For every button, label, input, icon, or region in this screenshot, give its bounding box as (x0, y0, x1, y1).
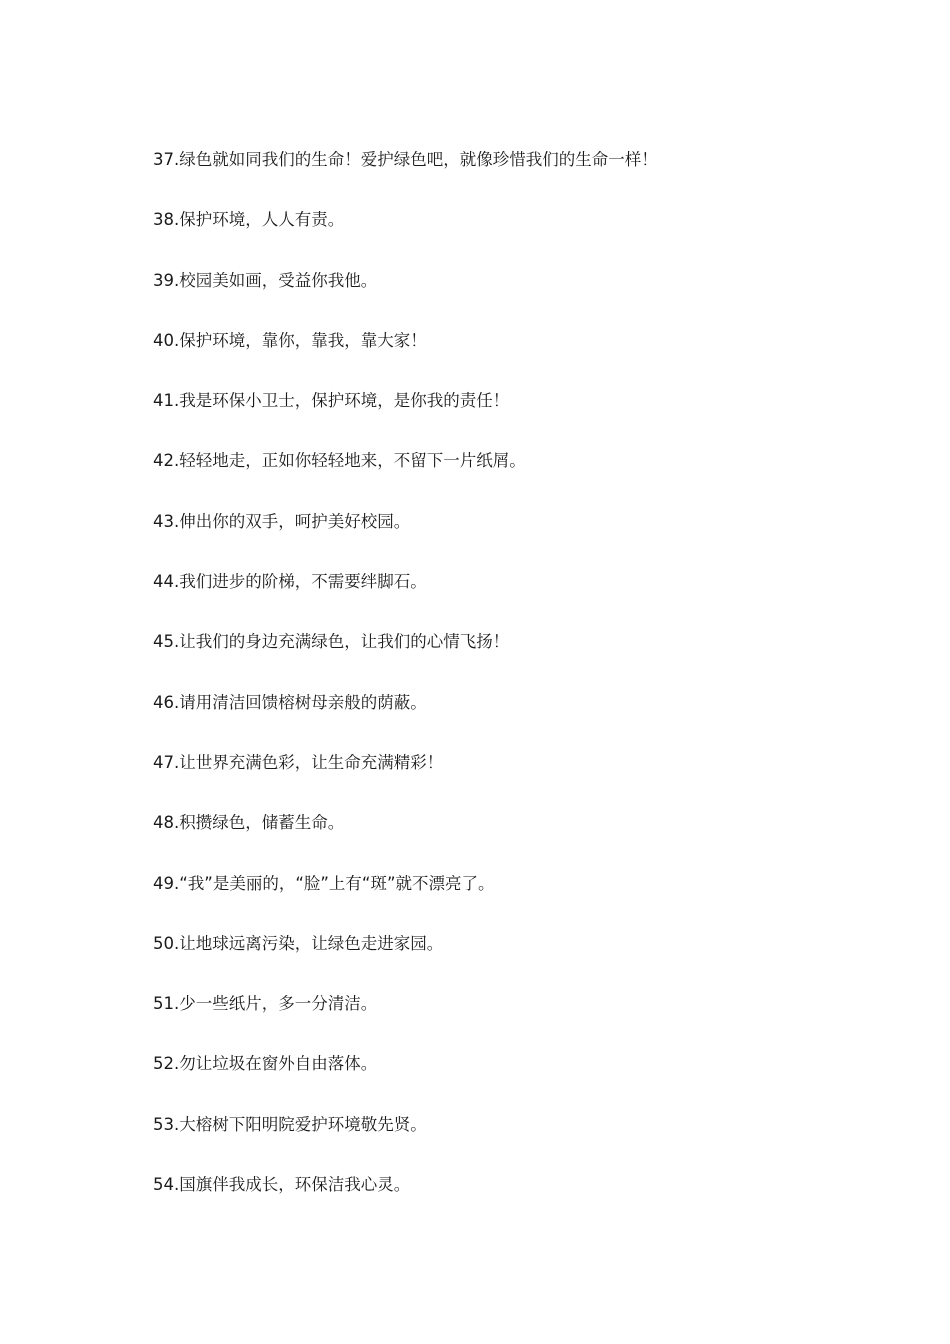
list-item: 47.让世界充满色彩，让生命充满精彩！ (153, 752, 444, 772)
list-item: 42.轻轻地走，正如你轻轻地来，不留下一片纸屑。 (153, 451, 526, 471)
list-item: 40.保护环境，靠你，靠我，靠大家！ (153, 330, 427, 350)
list-item: 51.少一些纸片，多一分清洁。 (153, 994, 378, 1014)
list-item: 52.勿让垃圾在窗外自由落体。 (153, 1054, 378, 1074)
list-item: 37.绿色就如同我们的生命！爱护绿色吧，就像珍惜我们的生命一样！ (153, 150, 658, 169)
list-item: 53.大榕树下阳明院爱护环境敬先贤。 (153, 1114, 427, 1134)
list-item: 50.让地球远离污染，让绿色走进家园。 (153, 933, 444, 953)
list-item: 45.让我们的身边充满绿色，让我们的心情飞扬！ (153, 632, 510, 652)
list-item: 49.“我”是美丽的，“脸”上有“斑”就不漂亮了。 (153, 873, 495, 893)
list-item: 38.保护环境，人人有责。 (153, 210, 345, 230)
list-item: 41.我是环保小卫士，保护环境，是你我的责任！ (153, 391, 510, 411)
slogan-list (153, 147, 873, 1232)
list-item: 46.请用清洁回馈榕树母亲般的荫蔽。 (153, 692, 427, 712)
list-item: 39.校园美如画，受益你我他。 (153, 270, 378, 290)
list-item: 48.积攒绿色，储蓄生命。 (153, 813, 345, 833)
list-item: 54.国旗伴我成长，环保洁我心灵。 (153, 1175, 411, 1195)
list-item: 43.伸出你的双手，呵护美好校园。 (153, 511, 411, 531)
list-item: 44.我们进步的阶梯，不需要绊脚石。 (153, 572, 427, 592)
